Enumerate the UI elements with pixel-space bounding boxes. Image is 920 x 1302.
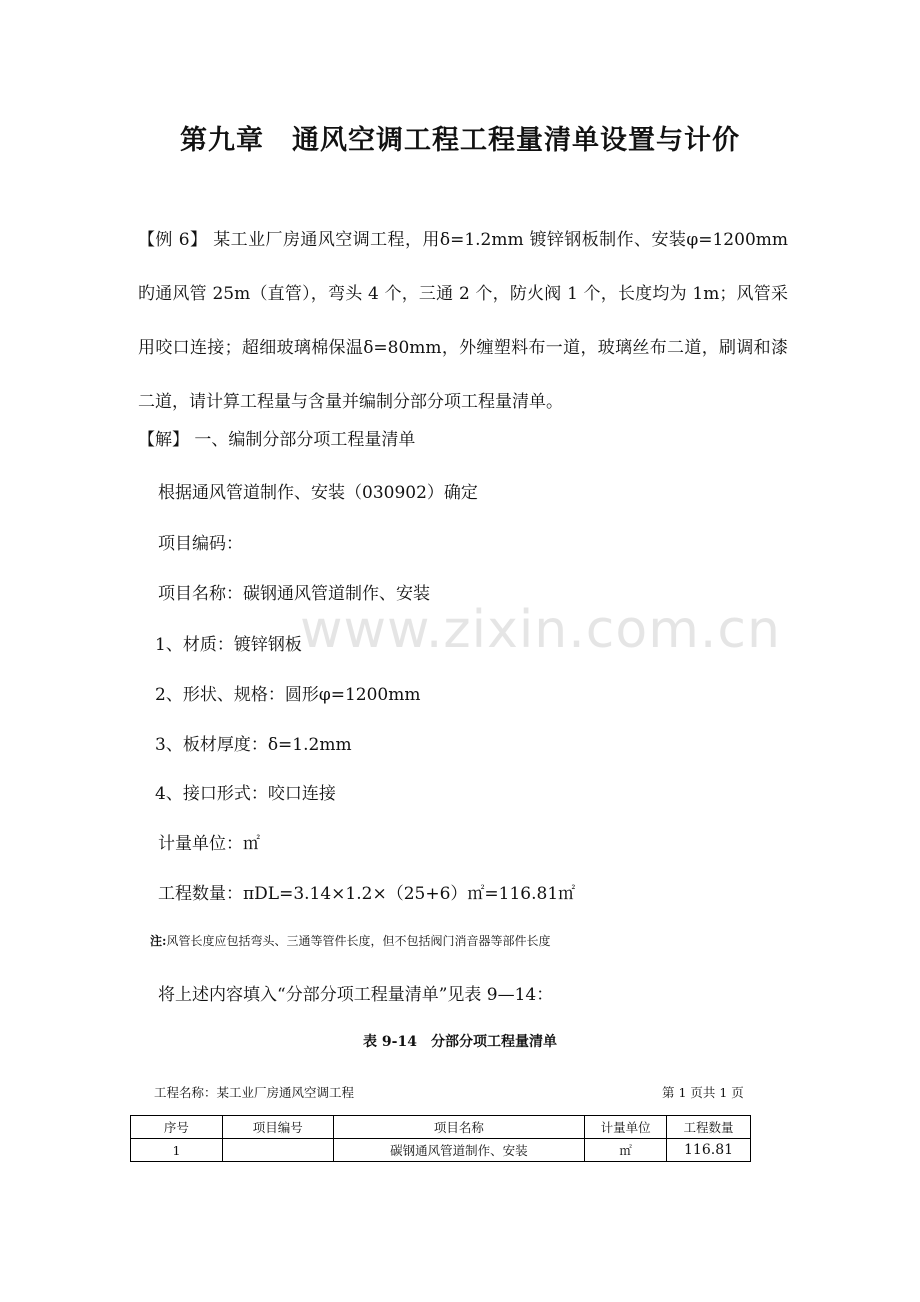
project-name: 工程名称：某工业厂房通风空调工程 — [154, 1085, 355, 1100]
material-line: 1、材质：镀锌钢板 — [155, 635, 302, 655]
table-header-row — [131, 1116, 751, 1139]
solution-heading: 【解】 一、编制分部分项工程量清单 — [138, 430, 416, 450]
cell-quantity: 116.81 — [667, 1139, 751, 1162]
header-item-code: 项目编号 — [222, 1116, 333, 1139]
table-caption: 表 9-14 分部分项工程量清单 — [363, 1034, 557, 1050]
quantity-line: 工程数量：πDL=3.14×1.2×（25+6）㎡=116.81㎡ — [158, 884, 576, 904]
watermark: www.zixin.com.cn — [300, 600, 781, 660]
basis-line: 根据通风管道制作、安装（030902）确定 — [158, 483, 478, 503]
note-text: 风管长度应包括弯头、三通等管件长度，但不包括阀门消音器等部件长度 — [166, 934, 551, 948]
thickness-line: 3、板材厚度：δ=1.2mm — [155, 735, 352, 755]
note-label: 注: — [150, 934, 167, 948]
shape-line: 2、形状、规格：圆形φ=1200mm — [155, 685, 421, 705]
header-unit: 计量单位 — [585, 1116, 667, 1139]
unit-line: 计量单位：㎡ — [158, 834, 260, 854]
example-paragraph: 【例 6】 某工业厂房通风空调工程，用δ=1.2mm 镀锌钢板制作、安装φ=1200mm 旳通风管 25m（直管），弯头 4 个，三通 2 个，防火阀 1 个，长度均为 1m；风管采用咬口连接；超细玻璃棉保温δ=80mm，外缠塑料布一道，玻璃丝布二道，刷调和漆二道，请计算工程量与含量并编制分部分项工程量清单。 — [138, 230, 788, 412]
header-item-name: 项目名称 — [333, 1116, 585, 1139]
chapter-title: 第九章 通风空调工程工程量清单设置与计价 — [180, 125, 740, 156]
bill-of-quantities-table — [130, 1115, 751, 1162]
cell-seq: 1 — [131, 1139, 223, 1162]
page-info: 第 1 页共 1 页 — [662, 1085, 744, 1100]
joint-line: 4、接口形式：咬口连接 — [155, 784, 336, 804]
note — [150, 932, 550, 949]
cell-item-code — [222, 1139, 333, 1162]
item-name-line: 项目名称：碳钢通风管道制作、安装 — [158, 584, 430, 604]
item-code-line: 项目编码： — [158, 534, 243, 554]
header-seq: 序号 — [131, 1116, 223, 1139]
cell-unit: ㎡ — [585, 1139, 667, 1162]
table-row — [131, 1139, 751, 1162]
header-quantity: 工程数量 — [667, 1116, 751, 1139]
cell-item-name: 碳钢通风管道制作、安装 — [333, 1139, 585, 1162]
fill-in-line: 将上述内容填入“分部分项工程量清单”见表 9—14： — [158, 985, 554, 1005]
